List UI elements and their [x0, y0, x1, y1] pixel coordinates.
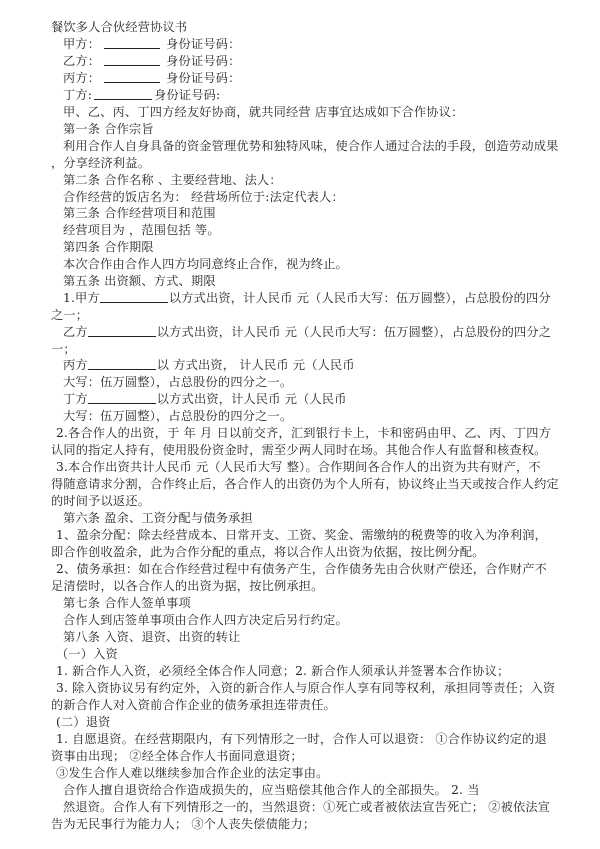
preamble: 甲、乙、丙、丁四方经友好协商，就共同经营 店事宜达成如下合作协议：	[63, 105, 464, 119]
party-bing-line	[63, 70, 563, 86]
article-5-heading: 第五条 出资额、方式、期限	[63, 274, 216, 288]
contribution-bing	[63, 357, 563, 373]
contribution-prefix: 1.甲方	[63, 291, 100, 305]
article-4-text: 本次合作由合作人四方均同意终止合作，视为终止。	[63, 257, 348, 271]
contribution-blank	[100, 290, 168, 303]
party-label: 丁方:	[63, 88, 93, 102]
section-withdrawal-heading: (二）退资	[56, 715, 111, 729]
contribution-text: 以方式出资，计人民币 元（人民币大写：伍万圆整），占总股份的四分之	[156, 325, 552, 339]
id-label: 身份证号码：	[166, 37, 241, 51]
clause-5-3: 3.本合作出资共计人民币 元（人民币大写 整）。合作期间各合作人的出资为共有财产，不	[56, 460, 541, 474]
contribution-yi	[63, 324, 563, 340]
withdrawal-clause-2: 然退资。合作人有下列情形之一的，当然退资：①死亡或者被依法宣告死亡； ②被依法宣	[63, 800, 551, 814]
id-label: 身份证号码：	[166, 71, 241, 85]
document-title: 餐饮多人合伙经营协议书	[51, 20, 188, 34]
id-label: 身份证号码：	[166, 54, 241, 68]
contribution-blank	[88, 391, 156, 404]
clause-6-1-cont: 即合作创收盈余，此为合作分配的重点，将以合作人出资为依据，按比例分配。	[51, 545, 485, 559]
admission-clause-1-2: 1. 新合作人入资，必须经全体合作人同意；2. 新合作人须承认并签署本合作协议；	[56, 664, 510, 678]
contribution-prefix: 乙方	[63, 325, 88, 339]
clause-6-2-cont: 足清偿时，以各合作人的出资为据，按比例承担。	[51, 579, 324, 593]
party-yi-line	[63, 53, 563, 69]
article-2-heading: 第二条 合作名称 、主要经营地、法人：	[63, 173, 282, 187]
article-1-text-cont: ，分享经济利益。	[51, 156, 151, 170]
article-1-text: 利用合作人自身具备的资金管理优势和独特风味，使合作人通过合法的手段，创造劳动成果	[63, 139, 559, 153]
party-label: 甲方：	[63, 37, 101, 51]
contribution-bing-cont: 大写：伍万圆整），占总股份的四分之一。	[63, 375, 293, 389]
article-6-heading: 第六条 盈余、工资分配与债务承担	[63, 511, 253, 525]
contribution-prefix: 丙方	[63, 358, 88, 372]
contribution-yi-cont: 一；	[51, 342, 76, 356]
contribution-text: 以方式出资，计人民币 元（人民币	[156, 392, 347, 406]
party-name-blank	[104, 53, 160, 66]
contribution-ding-cont: 大写：伍万圆整），占总股份的四分之一。	[63, 409, 293, 423]
contribution-text: 以方式出资，计人民币 元（人民币大写：伍万圆整），占总股份的四分	[168, 291, 551, 305]
party-name-blank	[94, 87, 152, 100]
party-label: 乙方：	[63, 54, 101, 68]
contribution-ding	[63, 391, 563, 407]
clause-5-3-cont2: 的时间予以返还。	[51, 494, 151, 508]
party-name-blank	[104, 70, 160, 83]
contribution-prefix: 丁方	[63, 392, 88, 406]
article-4-heading: 第四条 合作期限	[63, 240, 154, 254]
section-admission-heading: （一）入资	[56, 647, 118, 661]
clause-6-2: 2、债务承担：如在合作经营过程中有债务产生，合作债务先由合伙财产偿还，合作财产不	[56, 562, 548, 576]
contribution-blank	[88, 357, 156, 370]
withdrawal-clause-2-cont: 告为无民事行为能力人； ③个人丧失偿债能力；	[51, 817, 316, 831]
withdrawal-damages: 合作人擅自退资给合作造成损失的，应当赔偿其他合作人的全部损失。 2. 当	[63, 783, 480, 797]
article-1-heading: 第一条 合作宗旨	[63, 122, 154, 136]
contribution-text: 以 方式出资， 计人民币 元（人民币	[156, 358, 355, 372]
article-3-heading: 第三条 合作经营项目和范围	[63, 206, 216, 220]
clause-6-1: 1、盈余分配：除去经营成本、日常开支、工资、奖金、需缴纳的税费等的收入为净利润，	[56, 528, 548, 542]
party-label: 丙方：	[63, 71, 101, 85]
id-label: 身份证号码:	[154, 88, 221, 102]
party-name-blank	[104, 36, 160, 49]
withdrawal-clause-1: 1. 自愿退资。在经营期限内，有下列情形之一时，合作人可以退资： ①合作协议约定的退	[56, 732, 547, 746]
contribution-jia	[63, 290, 563, 306]
clause-5-3-cont: 得随意请求分割，合作终止后，各合作人的出资仍为个人所有，协议终止当天或按合作人约定	[51, 477, 559, 491]
article-7-text: 合作人到店签单事项由合作人四方决定后另行约定。	[63, 613, 348, 627]
admission-clause-3-cont: 的新合作人对入资前合作企业的债务承担连带责任。	[51, 698, 336, 712]
article-8-heading: 第八条 入资、退资、出资的转让	[63, 630, 241, 644]
clause-5-2: 2.各合作人的出资，于 年 月 日以前交齐，汇到银行卡上，卡和密码由甲、乙、丙、丁四方	[56, 426, 551, 440]
article-3-text: 经营项目为 ，范围包括 等。	[63, 223, 220, 237]
admission-clause-3: 3. 除入资协议另有约定外，入资的新合作人与原合作人享有同等权利，承担同等责任；入资	[56, 681, 556, 695]
contribution-jia-cont: 之一；	[51, 308, 89, 322]
party-jia-line	[63, 36, 563, 52]
clause-5-2-cont: 认同的指定人持有，使用股份资金时，需至少两人同时在场。其他合作人有监督和核查权。	[51, 443, 547, 457]
article-7-heading: 第七条 合作人签单事项	[63, 596, 191, 610]
contribution-blank	[88, 324, 156, 337]
article-2-text: 合作经营的饭店名为： 经营场所位于:法定代表人：	[63, 190, 344, 204]
withdrawal-clause-1-item3: ③发生合作人难以继续参加合作企业的法定事由。	[56, 766, 329, 780]
withdrawal-clause-1-cont: 资事由出现； ②经全体合作人书面同意退资；	[51, 749, 303, 763]
party-ding-line	[63, 87, 563, 103]
